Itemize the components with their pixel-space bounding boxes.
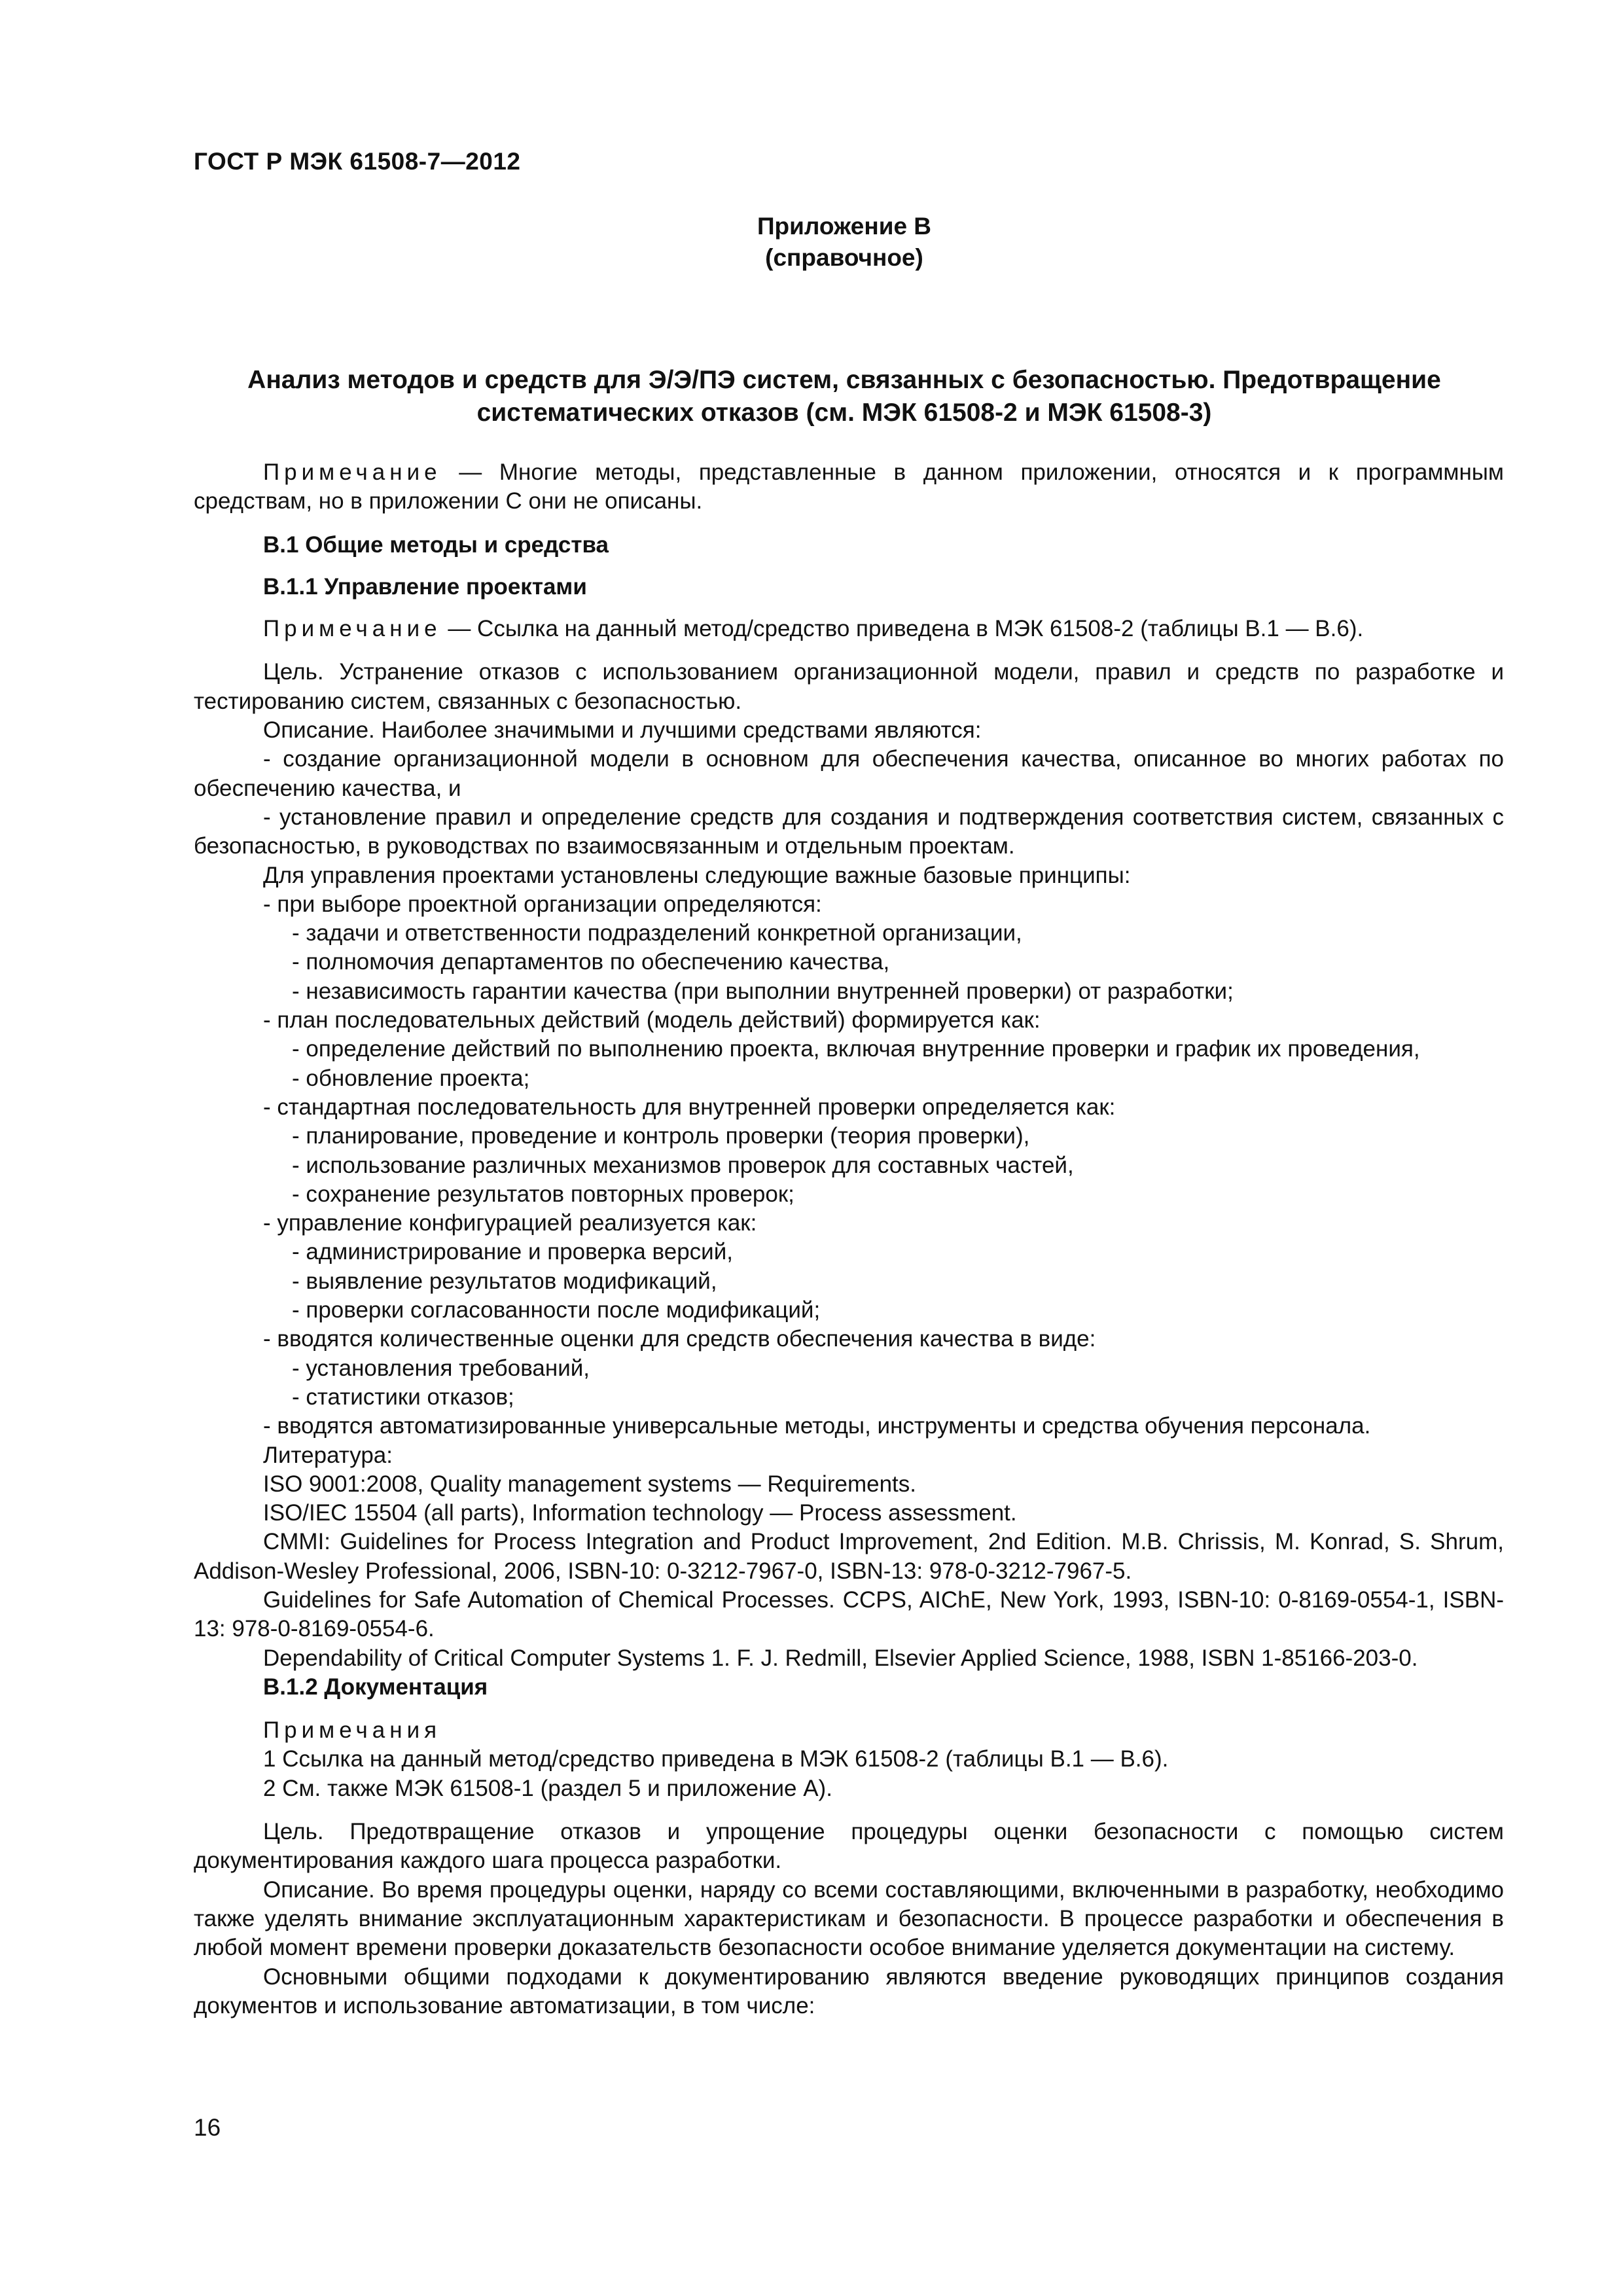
note-general — [194, 458, 1504, 516]
sub-list-item: - полномочия департаментов по обеспечению качества, — [292, 949, 890, 975]
list-item: - стандартная последовательность для внутренней проверки определяется как: — [263, 1094, 1116, 1120]
goal-paragraph: Цель. Устранение отказов с использованием организационной модели, правил и средств по разработке и тестированию систем, связанных с безопасностью. — [194, 659, 1504, 714]
principles-intro: Для управления проектами установлены следующие важные базовые принципы: — [263, 862, 1131, 888]
list-item: - установление правил и определение средств для создания и подтверждения соответствия систем, связанных с безопасностью, в руководствах по взаимосвязанным и отдельным проектам. — [194, 804, 1504, 859]
sub-list-item: - планирование, проведение и контроль проверки (теория проверки), — [292, 1123, 1030, 1149]
list-item: - вводятся автоматизированные универсальные методы, инструменты и средства обучения персонала. — [263, 1413, 1371, 1439]
sub-list-item: - задачи и ответственности подразделений конкретной организации, — [292, 920, 1022, 946]
sub-list-item: - статистики отказов; — [292, 1384, 514, 1410]
reference-item: Guidelines for Safe Automation of Chemical Processes. CCPS, AIChE, New York, 1993, ISBN-10: 0-8169-0554-1, ISBN-13: 978-0-8169-0554-6. — [194, 1587, 1504, 1642]
list-item: - создание организационной модели в основном для обеспечения качества, описанное во многих работах по обеспечению качества, и — [194, 746, 1504, 801]
list-item: - управление конфигурацией реализуется как: — [263, 1210, 757, 1236]
sub-list-item: - независимость гарантии качества (при выполнии внутренней проверки) от разработки; — [292, 978, 1234, 1004]
note-text: — Ссылка на данный метод/средство приведена в МЭК 61508-2 (таблицы В.1 — В.6). — [441, 616, 1364, 642]
appendix-header — [0, 211, 1623, 274]
sub-list-item: - использование различных механизмов проверок для составных частей, — [292, 1152, 1074, 1178]
note-label: Примечание — [263, 459, 442, 485]
literature-label: Литература: — [263, 1442, 393, 1468]
notes-label-text: Примечания — [263, 1717, 442, 1744]
reference-item: ISO/IEC 15504 (all parts), Information technology — Process assessment. — [263, 1500, 1017, 1526]
sub-list-item: - сохранение результатов повторных проверок; — [292, 1181, 794, 1207]
sub-list-item: - проверки согласованности после модификаций; — [292, 1297, 821, 1323]
sub-list-item: - определение действий по выполнению проекта, включая внутренние проверки и график их проведения, — [292, 1036, 1420, 1062]
document-body — [194, 458, 1504, 2020]
section-heading-b11: В.1.1 Управление проектами — [263, 573, 587, 600]
note-b11 — [194, 615, 1504, 643]
note-item: 2 См. также МЭК 61508-1 (раздел 5 и приложение А). — [263, 1775, 832, 1801]
section-heading-b12: В.1.2 Документация — [263, 1674, 488, 1700]
reference-item: ISO 9001:2008, Quality management systems — Requirements. — [263, 1471, 916, 1497]
notes-label — [194, 1716, 1504, 1745]
note-label: Примечание — [263, 616, 442, 642]
sub-list-item: - выявление результатов модификаций, — [292, 1268, 717, 1294]
note-text: — Многие методы, представленные в данном приложении, относятся и к программным средствам, но в приложении С они не описаны. — [194, 459, 1504, 514]
main-title — [196, 364, 1492, 429]
sub-list-item: - установления требований, — [292, 1355, 590, 1381]
appendix-title: Приложение В — [757, 213, 932, 240]
description-paragraph: Описание. Во время процедуры оценки, наряду со всеми составляющими, включенными в разработку, необходимо также уделять внимание эксплуатационным характеристикам и безопасности. В процессе разработки и обеспечения в любой момент времени проверки доказательств безопасности особое внимание уделяется документации на систему. — [194, 1876, 1504, 1961]
sub-list-item: - обновление проекта; — [292, 1065, 530, 1091]
approaches-paragraph: Основными общими подходами к документированию являются введение руководящих принципов создания документов и использование автоматизации, в том числе: — [194, 1964, 1504, 2018]
reference-item: Dependability of Critical Computer Systems 1. F. J. Redmill, Elsevier Applied Science, 1988, ISBN 1-85166-203-0. — [263, 1645, 1418, 1671]
list-item: - план последовательных действий (модель действий) формируется как: — [263, 1007, 1041, 1033]
standard-id: ГОСТ Р МЭК 61508-7—2012 — [194, 148, 521, 175]
section-heading-b1: В.1 Общие методы и средства — [263, 531, 609, 558]
appendix-type: (справочное) — [765, 244, 923, 271]
reference-item: CMMI: Guidelines for Process Integration and Product Improvement, 2nd Edition. M.B. Chrissis, M. Konrad, S. Shrum, Addison-Wesley Professional, 2006, ISBN-10: 0-3212-7967-0, ISBN-13: 978-0-3212-7967-5. — [194, 1529, 1504, 1584]
main-title-line-2: систематических отказов (см. МЭК 61508-2 и МЭК 61508-3) — [476, 399, 1212, 427]
sub-list-item: - администрирование и проверка версий, — [292, 1239, 733, 1265]
main-title-line-1: Анализ методов и средств для Э/Э/ПЭ систем, связанных с безопасностью. Предотвращение — [247, 366, 1441, 394]
list-item: - вводятся количественные оценки для средств обеспечения качества в виде: — [263, 1326, 1096, 1352]
page-number: 16 — [194, 2114, 221, 2141]
list-item: - при выборе проектной организации определяются: — [263, 891, 822, 917]
description-paragraph: Описание. Наиболее значимыми и лучшими средствами являются: — [263, 717, 982, 744]
note-item: 1 Ссылка на данный метод/средство приведена в МЭК 61508-2 (таблицы В.1 — В.6). — [263, 1746, 1169, 1772]
goal-paragraph: Цель. Предотвращение отказов и упрощение процедуры оценки безопасности с помощью систем документирования каждого шага процесса разработки. — [194, 1819, 1504, 1874]
